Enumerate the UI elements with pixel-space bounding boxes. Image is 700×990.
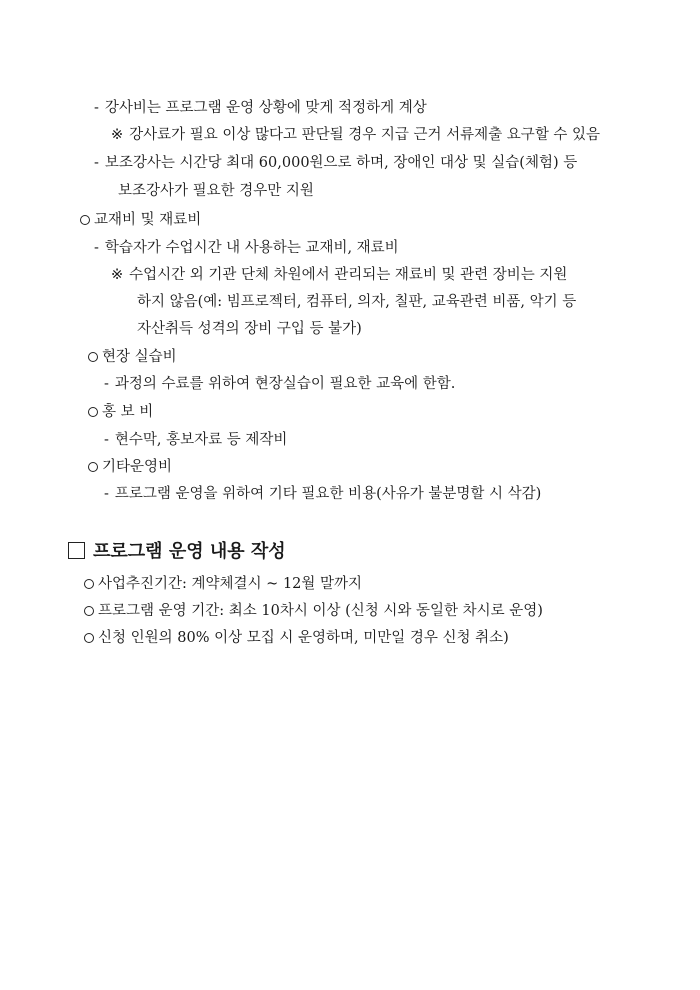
promo-desc-text: 현수막, 홍보자료 등 제작비 <box>114 432 288 448</box>
promo-heading <box>88 402 153 422</box>
note-mark: ※ <box>111 267 124 283</box>
materials-note-text-1: 수업시간 외 기관 단체 차원에서 관리되는 재료비 및 관련 장비는 지원 <box>129 267 568 283</box>
circle-bullet-icon <box>88 352 98 362</box>
section-title: 프로그램 운영 내용 작성 <box>93 541 286 562</box>
dash-bullet: - <box>104 376 109 392</box>
dash-bullet: - <box>94 100 99 116</box>
section-item-text: 신청 인원의 80% 이상 모집 시 운영하며, 미만일 경우 신청 취소) <box>98 630 509 646</box>
promo-heading-text: 홍 보 비 <box>102 404 154 420</box>
section-item-text: 사업추진기간: 계약체결시 ~ 12월 말까지 <box>98 576 363 592</box>
instructor-fee-note-text: 강사료가 필요 이상 많다고 판단될 경우 지급 근거 서류제출 요구할 수 있음 <box>129 127 601 143</box>
materials-note-line-2 <box>137 292 576 312</box>
dash-bullet: - <box>104 486 109 502</box>
other-desc-text: 프로그램 운영을 위하여 기타 필요한 비용(사유가 불분명할 시 삭감) <box>114 486 542 502</box>
field-desc-text: 과정의 수료를 위하여 현장실습이 필요한 교육에 한함. <box>114 376 456 392</box>
section-item-duration <box>84 601 543 621</box>
field-heading <box>88 347 177 367</box>
assistant-line-2 <box>118 181 314 201</box>
section-item-period <box>84 574 362 594</box>
checkbox-square-icon <box>68 542 85 559</box>
materials-note-text-2: 하지 않음(예: 빔프로젝터, 컴퓨터, 의자, 칠판, 교육관련 비품, 악기 등 <box>137 294 577 310</box>
circle-bullet-icon <box>88 407 98 417</box>
note-mark: ※ <box>111 127 124 143</box>
materials-desc-text: 학습자가 수업시간 내 사용하는 교재비, 재료비 <box>104 240 399 256</box>
instructor-fee-note <box>111 125 600 145</box>
materials-heading <box>80 210 201 230</box>
other-heading-text: 기타운영비 <box>102 459 173 475</box>
materials-note-text-3: 자산취득 성격의 장비 구입 등 불가) <box>137 321 362 337</box>
promo-desc-line <box>104 430 287 450</box>
circle-bullet-icon <box>84 606 94 616</box>
section-item-text: 프로그램 운영 기간: 최소 10차시 이상 (신청 시와 동일한 차시로 운영) <box>98 603 543 619</box>
assistant-text-1: 보조강사는 시간당 최대 60,000원으로 하며, 장애인 대상 및 실습(체험) 등 <box>104 155 578 171</box>
assistant-line-1 <box>94 153 577 173</box>
materials-heading-text: 교재비 및 재료비 <box>94 212 202 228</box>
field-heading-text: 현장 실습비 <box>102 349 177 365</box>
circle-bullet-icon <box>80 215 90 225</box>
circle-bullet-icon <box>88 462 98 472</box>
materials-desc-line <box>94 238 399 258</box>
circle-bullet-icon <box>84 633 94 643</box>
other-heading <box>88 457 172 477</box>
materials-note-line-1 <box>111 265 567 285</box>
dash-bullet: - <box>94 155 99 171</box>
instructor-fee-text: 강사비는 프로그램 운영 상황에 맞게 적정하게 계상 <box>104 100 427 116</box>
materials-note-line-3 <box>137 319 362 339</box>
field-desc-line <box>104 374 455 394</box>
instructor-fee-line <box>94 98 427 118</box>
dash-bullet: - <box>94 240 99 256</box>
section-item-enrollment <box>84 628 509 648</box>
assistant-text-2: 보조강사가 필요한 경우만 지원 <box>118 183 314 199</box>
dash-bullet: - <box>104 432 109 448</box>
other-desc-line <box>104 484 541 504</box>
section-heading <box>68 540 286 564</box>
circle-bullet-icon <box>84 579 94 589</box>
